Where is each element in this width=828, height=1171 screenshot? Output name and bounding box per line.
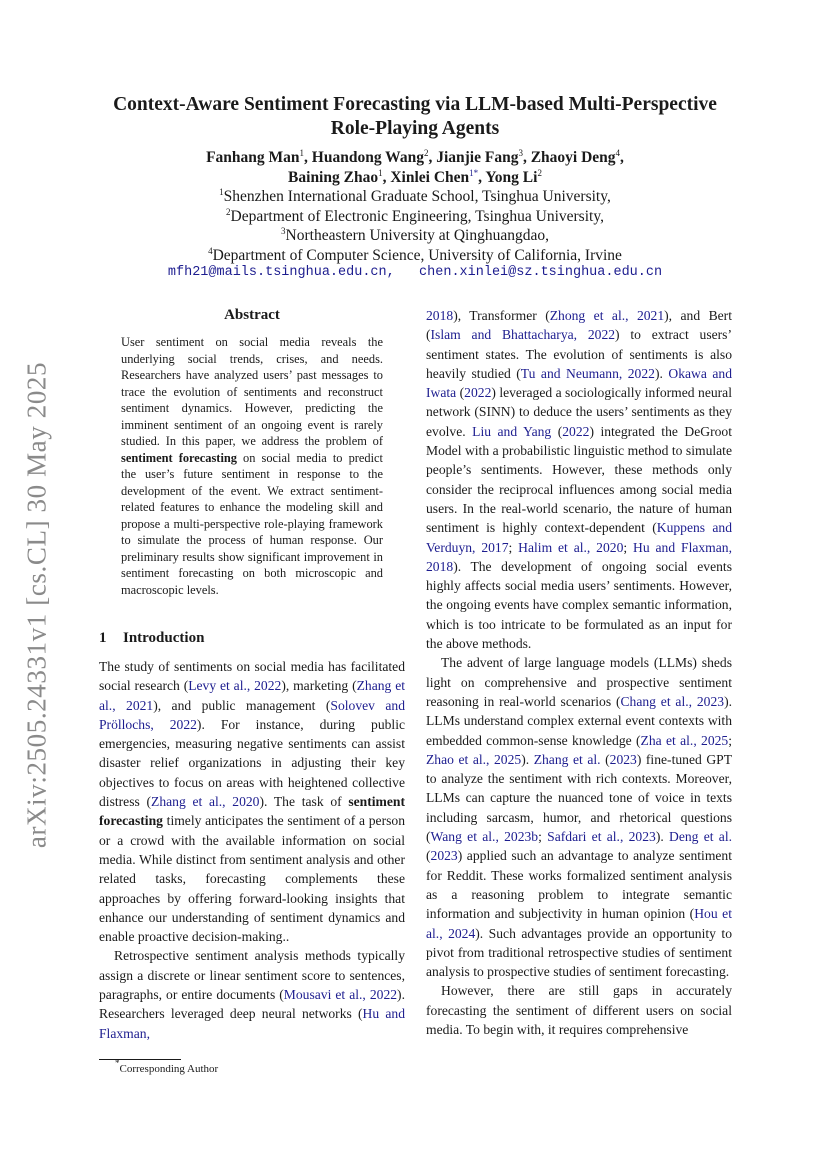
paragraph xyxy=(99,946,405,1042)
citation-link[interactable]: Hou et al., 2024 xyxy=(426,906,732,941)
affiliation-mark: 1* xyxy=(469,168,479,178)
author-name: Fanhang Man xyxy=(206,149,300,166)
footnote-rule xyxy=(99,1059,181,1060)
text-run: ) applied such an advantage to analyze sentiment for Reddit. These works formalized sentiment analysis as a reasoning problem to integrate semantic information and subjectivity in human opinion ( xyxy=(426,848,732,922)
citation-link[interactable]: 2022 xyxy=(562,423,590,439)
text-run: However, there are still gaps in accurately forecasting the sentiment of different users on social media. To begin with, it requires comprehensive xyxy=(426,983,732,1037)
body-text-left xyxy=(99,657,405,1043)
text-run: ), marketing ( xyxy=(281,678,357,694)
author-name: Xinlei Chen xyxy=(390,169,470,186)
text-run: ; xyxy=(538,829,548,845)
text-run: ). Such advantages provide an opportunity to pivot from traditional retrospective studies of sentiment analysis to prospective studies of sentiment forecasting. xyxy=(426,925,732,980)
paragraph xyxy=(99,657,405,946)
text-run: ; xyxy=(728,732,732,748)
text-run: ( xyxy=(600,751,610,767)
text-run: ; xyxy=(623,539,634,555)
citation-link[interactable]: Zhao et al., 2025 xyxy=(426,751,522,767)
paragraph xyxy=(426,653,732,981)
citation-link[interactable]: Solovev and Pröllochs, 2022 xyxy=(99,697,405,732)
arxiv-id-text: arXiv:2505.24331v1 [cs.CL] 30 May 2025 xyxy=(21,361,52,849)
affiliation: $^2$Department of Electronic Engineering, Tsinghua University, xyxy=(226,206,604,225)
citation-link[interactable]: Zhang et al. xyxy=(533,751,601,767)
citation-link[interactable]: 2023 xyxy=(430,848,458,864)
paragraph xyxy=(426,981,732,1039)
text-run: ). xyxy=(521,751,534,767)
text-run: ( xyxy=(456,385,465,401)
text-run: ), and Bert ( xyxy=(426,308,732,343)
affiliation-mark: 3 xyxy=(518,148,523,158)
text-run: ) to extract users’ sentiment states. The evolution of sentiments is also heavily studied ( xyxy=(426,327,732,381)
text-run: ), Transformer ( xyxy=(453,308,550,323)
citation-link[interactable]: Levy et al., 2022 xyxy=(188,678,282,694)
affiliation-mark: 4 xyxy=(615,148,621,158)
citation-link[interactable]: Zhong et al., 2021 xyxy=(549,308,665,323)
text-run: ( xyxy=(426,848,431,864)
citation-link[interactable]: 2018 xyxy=(426,308,454,323)
footnote: *Corresponding Author xyxy=(115,1058,219,1075)
text-run: ). LLMs understand complex external event contexts with embedded common-sense knowledge ( xyxy=(426,693,732,748)
section-title: Introduction xyxy=(123,630,205,646)
text-run: ; xyxy=(508,539,519,555)
citation-link[interactable]: Chang et al., 2023 xyxy=(620,693,725,709)
abstract-heading: Abstract xyxy=(224,307,280,323)
citation-link[interactable]: Halim et al., 2020 xyxy=(518,539,624,555)
affiliation: $^3$Northeastern University at Qinghuangdao, xyxy=(281,226,549,244)
text-run: ). The task of xyxy=(259,794,349,810)
affiliation-mark: 2 xyxy=(537,168,542,178)
author-name: Huandong Wang xyxy=(311,149,424,166)
citation-link[interactable]: Zhang et al., 2021 xyxy=(99,678,406,713)
citation-link[interactable]: Hu and Flaxman, 2018 xyxy=(426,539,732,574)
affiliation-mark: 2 xyxy=(423,148,429,158)
text-run: ) fine-tuned GPT to analyze the sentiment with rich contexts. Moreover, LLMs can capture the nuanced tone of voice in texts including sarcasm, humor, and rhetorical questions ( xyxy=(426,751,733,845)
text-run: ). For instance, during public emergencies, measuring negative sentiments can assist disaster relief organizations in adjusting their key objectives to focus on areas with heightened collective distress ( xyxy=(99,716,406,810)
text-run: ). xyxy=(654,365,669,381)
text-run: timely anticipates the sentiment of a person or a crowd with the available information on social media. While distinct from sentiment analysis and other related tasks, forecasting complements these approaches by offering forward-looking insights that enhance our understanding of sentiment dynamics and enable proactive decision-making.. xyxy=(99,813,405,945)
email-link[interactable]: mfh21@mails.tsinghua.edu.cn, xyxy=(167,265,395,280)
abstract-text: User sentiment on social media reveals the underlying social trends, crises, and needs. Researchers have analyzed users’ past messages to trace the evolution of sentiments and reconstruct sentiment dynamics. However, predicting the imminent sentiment of an ongoing event is rarely studied. In this paper, we address the problem of sentiment forecasting on social media to predict the user’s future sentiment in response to the development of the event. We extract sentiment-related features to enhance the modeling skill and propose a multi-perspective role-playing framework to simulate the process of human response. Our preliminary results show significant improvement in sentiment forecasting on both microscopic and macroscopic levels. xyxy=(121,335,383,597)
affiliation-mark: 1 xyxy=(378,168,383,178)
emphasis: sentiment forecasting xyxy=(99,794,405,829)
email-link[interactable]: chen.xinlei@sz.tsinghua.edu.cn xyxy=(419,265,663,280)
text-run: ) integrated the DeGroot Model with a probabilistic linguistic method to simulate people’s sentiments. However, these methods only consider the reciprocal influences among social media users. In the real-world scenario, the nature of human sentiment is highly context-dependent ( xyxy=(426,423,732,536)
text-run: ). Researchers leveraged deep neural networks ( xyxy=(99,987,405,1022)
citation-link[interactable]: Mousavi et al., 2022 xyxy=(283,987,398,1003)
text-run: The study of sentiments on social media has facilitated social research ( xyxy=(99,659,405,694)
citation-link[interactable]: Islam and Bhattacharya, 2022 xyxy=(430,327,616,343)
arxiv-identifier-sidebar xyxy=(10,355,64,855)
author-name: Baining Zhao xyxy=(288,169,379,186)
affiliation: $^1$Shenzhen International Graduate School, Tsinghua University, xyxy=(219,187,611,205)
text-run: ), and public management ( xyxy=(153,697,331,713)
citation-link[interactable]: Zha et al., 2025 xyxy=(640,732,729,748)
text-run: ( xyxy=(551,423,563,439)
text-run: ). The development of ongoing social events highly affects social media users’ sentiments. However, the ongoing events have complex semantic information, which is too intricate to be formulated as an input for the above methods. xyxy=(426,558,732,652)
citation-link[interactable]: Wang et al., 2023b xyxy=(430,829,539,845)
citation-link[interactable]: Okawa and Iwata xyxy=(426,365,732,401)
paragraph-continued xyxy=(426,306,732,653)
text-run: ). xyxy=(655,829,670,845)
citation-link[interactable]: Zhang et al., 2020 xyxy=(151,794,260,810)
body-text-right xyxy=(426,306,732,1039)
text-run: Retrospective sentiment analysis methods typically assign a discrete or linear sentiment score to sentences, paragraphs, or entire documents ( xyxy=(99,948,405,1003)
citation-link[interactable]: Kuppens and Verduyn, 2017 xyxy=(426,520,732,555)
citation-link[interactable]: Hu and Flaxman, xyxy=(99,1006,405,1041)
author-name: Yong Li xyxy=(485,169,538,186)
author-name: Jianjie Fang xyxy=(436,149,519,166)
text-run: The advent of large language models (LLMs) sheds light on comprehensive and prospective sentiment reasoning in real-world scenarios ( xyxy=(426,655,732,709)
citation-link[interactable]: 2023 xyxy=(609,751,637,767)
section-heading-introduction xyxy=(99,630,204,647)
citation-link[interactable]: Tu and Neumann, 2022 xyxy=(520,365,655,381)
author-list: Fanhang Man$^1$, Huandong Wang$^2$, Jianjie Fang$^3$, Zhaoyi Deng$^4$, Baining Zhao$^1$, Xinlei Chen$^{1*}$, Yong Li$^2$ xyxy=(206,148,624,186)
affiliation: $^4$Department of Computer Science, University of California, Irvine xyxy=(208,245,622,264)
paper-title: Context-Aware Sentiment Forecasting via LLM-based Multi-Perspective Role-Playing Agents xyxy=(113,94,717,139)
citation-link[interactable]: Deng et al. xyxy=(669,829,733,845)
affiliation-list xyxy=(90,187,740,265)
author-name: Zhaoyi Deng xyxy=(530,149,616,166)
citation-link[interactable]: 2022 xyxy=(464,385,492,401)
text-run: ) leveraged a sociologically informed neural network (SINN) to deduce the users’ sentiments as they evolve. xyxy=(426,385,732,439)
section-number: 1 xyxy=(99,630,107,646)
citation-link[interactable]: Safdari et al., 2023 xyxy=(547,829,656,845)
citation-link[interactable]: Liu and Yang xyxy=(472,423,552,439)
email-line xyxy=(90,265,740,280)
affiliation-mark: 1 xyxy=(299,148,305,158)
